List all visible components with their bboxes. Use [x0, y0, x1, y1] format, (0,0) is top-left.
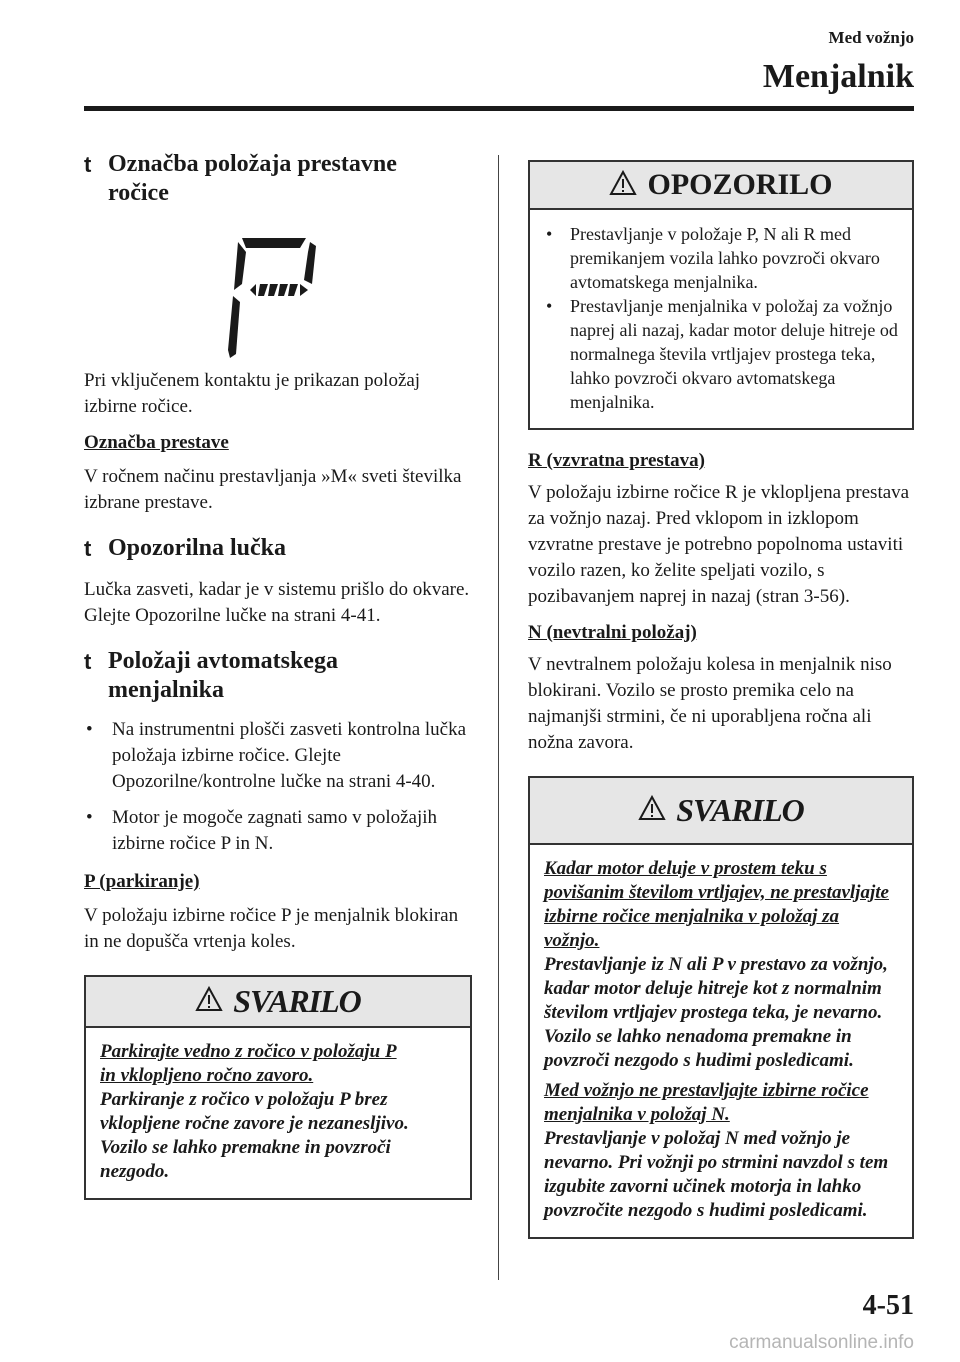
header-rule — [84, 106, 914, 111]
caution-box-driving — [528, 776, 914, 1239]
heading-transmission-positions — [84, 647, 472, 705]
caution-box-body — [530, 845, 912, 1237]
caution-text: Parkiranje z ročico v položaju P brez vklopljene ročne zavore je nezanesljivo. Vozilo se lahko premakne in povzroči nezgodo. — [100, 1089, 409, 1182]
caution-text: Prestavljanje v položaj N med vožnjo je nevarno. Pri vožnji po strmini navzdol s tem izgubite zavorni učinek motorja in lahko povzročite nezgodo s hudimi posledicami. — [544, 1128, 889, 1221]
heading-warning-light — [84, 534, 472, 563]
column-divider — [498, 155, 499, 1280]
watermark: carmanualsonline.info — [729, 1332, 914, 1353]
heading-bullet: t — [84, 536, 92, 561]
list-bullet: • — [86, 807, 93, 828]
paragraph-park: V položaju izbirne ročice P je menjalnik blokiran in ne dopušča vrtenja koles. — [84, 905, 459, 952]
caution-label: SVARILO — [676, 792, 804, 828]
page-number: 4-51 — [862, 1290, 914, 1321]
list-item-text: Na instrumentni plošči zasveti kontrolna lučka položaja izbirne ročice. Glejte Opozorilne/kontrolne lučke na strani 4-40. — [112, 719, 467, 792]
caution-text: Prestavljanje iz N ali P v prestavo za vožnjo, kadar motor deluje hitreje kot z normalnim številom vrtljajev prostega teka, je nevarno. Vozilo se lahko nenadoma premakne in povzroči nezgodo s hudimi posledicami. — [544, 954, 888, 1071]
warning-triangle-icon — [638, 795, 666, 826]
paragraph-reverse: V položaju izbirne ročice R je vklopljena prestava za vožnjo nazaj. Pred vklopom in izklopom vzvratne prestave je potrebno popolnoma ustaviti vozilo razen, ko želite speljati vozilo, s pozibavanjem naprej in nazaj (stran 3-56). — [528, 482, 910, 607]
list-bullet: • — [546, 224, 553, 244]
subheading-park: P (parkiranje) — [84, 871, 200, 892]
caution-underlined: Kadar motor deluje v prostem teku s povišanim številom vrtljajev, ne prestavljajte izbirne ročice menjalnika v položaj za vožnjo. — [544, 858, 889, 951]
list-item-text: Prestavljanje menjalnika v položaj za vožnjo naprej ali nazaj, kadar motor deluje hitreje od normalnega števila vrtljajev prostega teka, lahko povzroči okvaro avtomatskega menjalnika. — [570, 296, 898, 412]
warning-label: OPOZORILO — [647, 168, 833, 201]
paragraph-warning-light-b: Glejte Opozorilne lučke na strani 4-41. — [84, 605, 381, 626]
caution-underlined: Med vožnjo ne prestavljajte izbirne ročice menjalnika v položaj N. — [544, 1080, 869, 1125]
warning-box-header — [530, 162, 912, 210]
heading-gear-indicator — [84, 150, 472, 208]
warning-box-shifting — [528, 160, 914, 430]
paragraph-warning-light-a: Lučka zasveti, kadar je v sistemu prišlo do okvare. — [84, 579, 470, 600]
list-item — [84, 805, 472, 857]
list-bullet: • — [86, 719, 93, 740]
p-segment-display-icon — [228, 232, 328, 360]
subheading-reverse: R (vzvratna prestava) — [528, 450, 705, 471]
list-bullet: • — [546, 296, 553, 316]
caution-underlined: in vklopljeno ročno zavoro. — [100, 1065, 314, 1086]
heading-text-line2: menjalnika — [108, 677, 225, 703]
list-item-text: Prestavljanje v položaje P, N ali R med premikanjem vozila lahko povzroči okvaro avtomatskega menjalnika. — [570, 224, 880, 292]
gear-display-figure — [84, 232, 472, 360]
left-column — [84, 150, 472, 1200]
list-item-text: Motor je mogoče zagnati samo v položajih izbirne ročice P in N. — [112, 807, 438, 854]
heading-text: Opozorilna lučka — [108, 535, 287, 561]
caution-label: SVARILO — [233, 983, 361, 1019]
heading-bullet: t — [84, 152, 92, 177]
subheading-gear-mark: Označba prestave — [84, 432, 229, 453]
caution-box-body — [86, 1028, 470, 1198]
caution-box-header — [86, 977, 470, 1028]
list-item — [84, 717, 472, 795]
warning-box-body — [530, 210, 912, 428]
heading-text: Označba položaja prestavne ročice — [108, 151, 397, 206]
heading-bullet: t — [84, 649, 92, 674]
caution-underlined: Parkirajte vedno z ročico v položaju P — [100, 1041, 397, 1062]
right-column — [528, 160, 914, 1239]
subheading-neutral: N (nevtralni položaj) — [528, 622, 697, 643]
caution-box-park — [84, 975, 472, 1200]
caution-box-header — [530, 778, 912, 845]
running-header-title: Menjalnik — [762, 58, 914, 95]
warning-triangle-icon — [195, 986, 223, 1017]
paragraph-neutral: V nevtralnem položaju kolesa in menjalnik niso blokirani. Vozilo se prosto premika celo na najmanjši strmini, če ni uporabljena ročna ali nožna zavora. — [528, 654, 892, 753]
list-item — [544, 222, 898, 294]
list-item — [544, 294, 898, 414]
paragraph-manual-mode: V ročnem načinu prestavljanja »M« sveti številka izbrane prestave. — [84, 466, 462, 513]
running-header-section: Med vožnjo — [828, 28, 914, 47]
warning-triangle-icon — [609, 170, 637, 201]
paragraph-indicator: Pri vključenem kontaktu je prikazan položaj izbirne ročice. — [84, 370, 421, 417]
heading-text-line1: Položaji avtomatskega — [108, 648, 338, 674]
